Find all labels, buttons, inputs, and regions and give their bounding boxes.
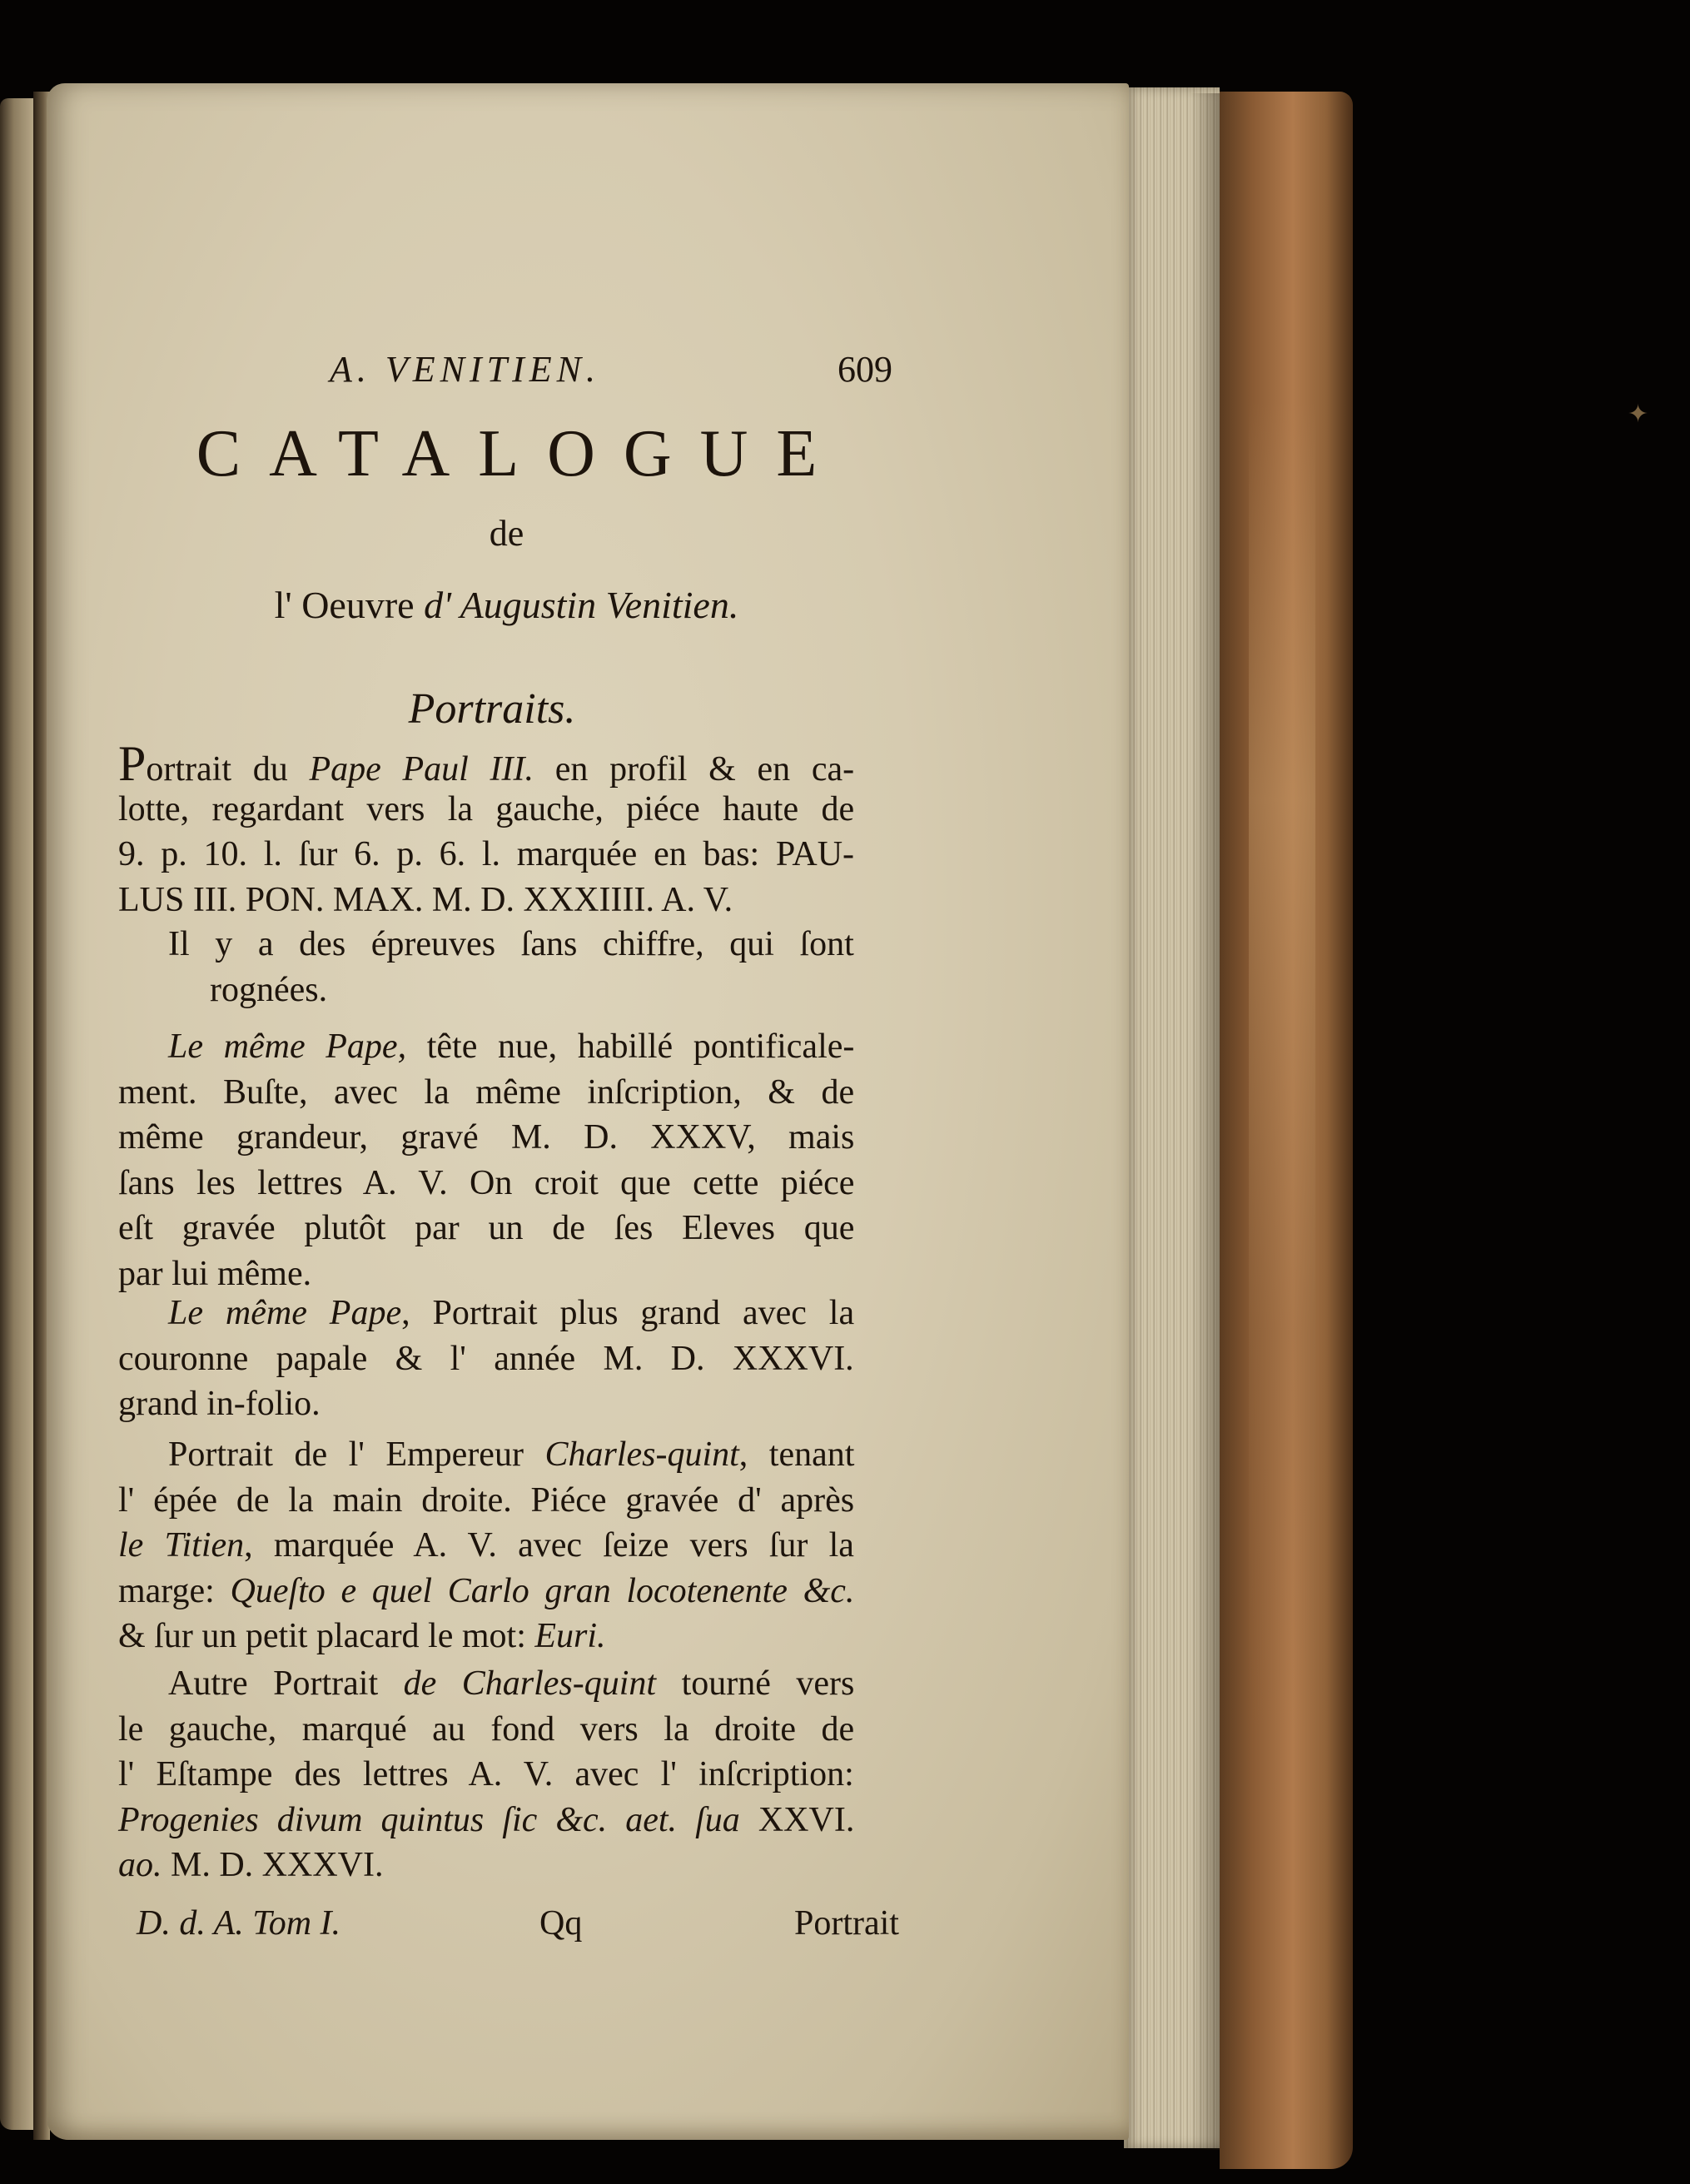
line-segment: , Portrait plus grand avec la [401,1294,855,1332]
body-line [118,1251,311,1296]
facing-page-edge [0,98,35,2130]
body-line [118,1161,854,1206]
title-preposition: de [489,513,524,554]
line-segment: Charles-quint [544,1435,739,1474]
title-subtitle [47,583,967,627]
line-segment: Portrait de l' Empereur [168,1435,545,1474]
body-line [118,1569,854,1614]
line-segment: couronne papale & l' année M. D. XXXVI. [118,1339,854,1378]
line-segment: Euri. [534,1617,606,1655]
catchword: Portrait [794,1904,899,1943]
line-segment: , marquée A. V. avec ſeize vers ſur la [244,1526,854,1565]
line-segment: Le même Pape, [168,1027,407,1066]
line-segment: lotte, regardant vers la gauche, piéce haute de [118,789,855,828]
book-page [47,83,1129,2140]
line-segment: même grandeur, gravé M. D. XXXV, mais [118,1118,855,1157]
line-segment: tête nue, habillé pontificale- [406,1027,855,1066]
body-line [168,922,854,967]
body-line [168,1024,854,1069]
line-segment: eſt gravée plutôt par un de ſes Eleves que [118,1209,855,1247]
line-segment: 9. p. 10. l. ſur 6. p. 6. l. marquée en bas: PAU- [118,835,855,873]
body-line [118,1798,854,1843]
line-segment: l' épée de la main droite. Piéce gravée d' après [118,1480,855,1520]
body-line [118,736,855,791]
signature-line: D. d. A. Tom I. [137,1904,341,1943]
body-line [168,1661,854,1706]
line-segment: grand in-folio. [118,1385,321,1423]
line-segment: tourné vers [656,1664,855,1703]
running-head: A. VENITIEN. [330,349,600,390]
body-line [118,1843,384,1888]
line-segment: par lui même. [118,1254,312,1293]
catalogue-title: CATALOGUE [196,417,846,490]
line-segment: Queſto e quel Carlo gran locotenente &c. [230,1571,855,1610]
body-line [118,878,733,923]
body-line [210,968,327,1012]
line-segment: Pape Paul III. [309,750,534,789]
line-segment: ortrait du [146,750,310,789]
body-line [168,1432,854,1477]
body-line [118,1707,854,1752]
line-segment: Autre Portrait [168,1664,404,1703]
body-line [118,1206,854,1251]
body-line [118,1523,854,1568]
drop-capital: P [118,736,147,791]
subtitle-plain: l' Oeuvre [274,584,415,626]
line-segment: LUS III. PON. MAX. M. D. XXXIIII. A. V. [118,880,733,919]
body-line [118,1478,854,1523]
cover-wear [1249,400,1315,1732]
page-number: 609 [838,349,892,390]
line-segment: ao. [118,1846,162,1884]
fore-edge-shadow [1190,93,1224,2150]
body-line [118,1752,854,1797]
body-line [118,1381,321,1426]
line-segment: ſans les lettres A. V. On croit que cette piéce [118,1163,855,1202]
line-segment: & ſur un petit placard le mot: [118,1617,535,1655]
line-segment: Il y a des épreuves ſans chiffre, qui ſont [168,925,854,963]
body-line [118,787,854,832]
body-line [118,1070,854,1115]
line-segment: Progenies divum quintus ſic &c. aet. ſua [118,1800,740,1839]
body-line [118,1115,854,1160]
line-segment: le Titien [118,1526,245,1565]
line-segment: l' Eſtampe des lettres A. V. avec l' inſcription: [118,1755,854,1793]
body-line [118,1336,854,1381]
section-heading: Portraits. [408,685,576,733]
line-segment: le gauche, marqué au fond vers la droite de [118,1709,855,1749]
body-line [118,1614,606,1659]
line-segment: , tenant [738,1435,855,1474]
line-segment: rognées. [210,970,328,1009]
line-segment: Le même Pape [168,1294,402,1332]
body-line [168,1291,854,1336]
line-segment: M. D. XXXVI. [162,1846,384,1884]
line-segment: de Charles-quint [403,1664,657,1703]
ink-speck-icon: ✦ [1628,400,1649,429]
signature-mark: Qq [539,1904,583,1943]
body-line [118,832,854,877]
line-segment: XXVI. [739,1800,855,1839]
subtitle-italic: d' Augustin Venitien. [424,584,739,626]
line-segment: ment. Buſte, avec la même inſcription, & de [118,1072,855,1112]
line-segment: en profil & en ca- [533,750,855,789]
line-segment: marge: [118,1571,231,1610]
